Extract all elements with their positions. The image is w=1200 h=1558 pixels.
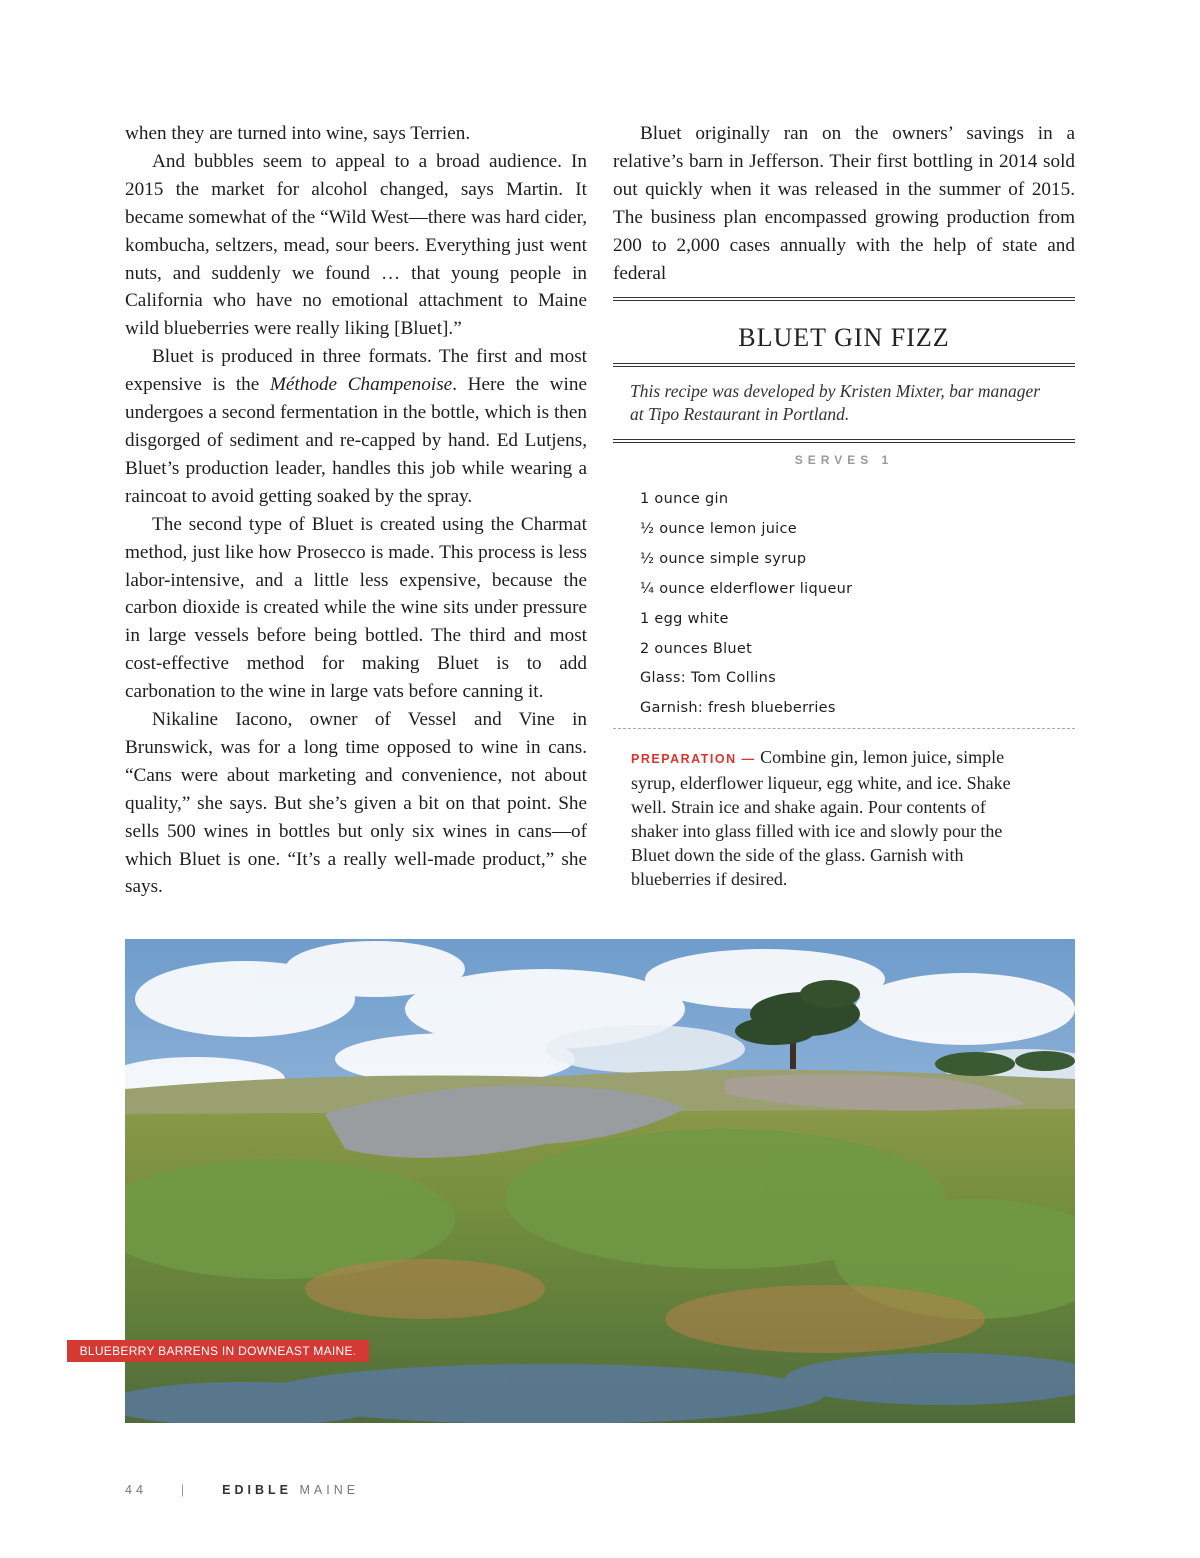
ingredient-item: Glass: Tom Collins	[640, 670, 776, 687]
recipe-preparation	[613, 729, 1075, 891]
ingredient-item: Garnish: fresh blueberries	[640, 700, 836, 717]
preparation-text: Combine gin, lemon juice, simple syrup, elderflower liqueur, egg white, and ice. Shake well. Strain ice and shake again. Pour contents of shaker into glass filled with ice and slowly pour the Bluet down the side of the glass. Garnish with blueberries if desired.	[631, 747, 1011, 890]
article-paragraph: The second type of Bluet is created using the Charmat method, just like how Prosecco is made. This process is less labor-intensive, and a little less expensive, because the carbon dioxide is created while the wine sits under pressure in large vessels before being bottled. The third and most cost-effective method for making Bluet is to add carbonation to the wine in large vats before canning it.	[125, 513, 587, 703]
preparation-label: PREPARATION —	[631, 752, 756, 767]
article-paragraph: And bubbles seem to appeal to a broad audience. In 2015 the market for alcohol changed, says Martin. It became somewhat of the “Wild West—there was hard cider, kombucha, seltzers, mead, sour beers. Everything just went nuts, and suddenly we found … that young people in California who have no emotional attachment to Maine wild blueberries were really liking [Bluet].”	[125, 150, 587, 340]
ingredient-item: ¼ ounce elderflower liqueur	[640, 580, 853, 597]
article-paragraph: Nikaline Iacono, owner of Vessel and Vine in Brunswick, was for a long time opposed to wine in cans. “Cans were about marketing and convenience, not about quality,” she says. But she’s given a bit on that point. She sells 500 wines in bottles but only six wines in cans—of which Bluet is one. “It’s a really well-made product,” she says.	[125, 709, 587, 898]
recipe-title: BLUET GIN FIZZ	[738, 323, 950, 352]
recipe-serves: SERVES 1	[794, 453, 894, 467]
ingredient-item: ½ ounce lemon juice	[640, 520, 798, 537]
recipe-box	[613, 297, 1075, 891]
ingredient-item: 2 ounces Bluet	[640, 640, 753, 657]
photo-caption: BLUEBERRY BARRENS IN DOWNEAST MAINE.	[67, 1340, 369, 1362]
ingredient-item: 1 ounce gin	[640, 491, 729, 507]
article-right-column	[613, 120, 1075, 287]
article-paragraph: when they are turned into wine, says Terrien.	[125, 123, 471, 144]
ingredient-item: 1 egg white	[640, 610, 729, 627]
brand-name-light: MAINE	[299, 1483, 360, 1497]
article-paragraph: Bluet originally ran on the owners’ savings in a relative’s barn in Jefferson. Their first bottling in 2014 sold out quickly when it was released in the summer of 2015. The business plan encompassed growing production from 200 to 2,000 cases annually with the help of state and federal	[613, 123, 1075, 284]
article-left-column	[125, 120, 587, 901]
ingredient-item: ½ ounce simple syrup	[640, 550, 807, 567]
page-footer	[125, 1483, 359, 1497]
article-paragraph: Bluet is produced in three formats. The first and most expensive is the Méthode Champenoise. Here the wine undergoes a second fermentation in the bottle, which is then disgorged of sediment and re-capped by hand. Ed Lutjens, Bluet’s production leader, handles this job while wearing a raincoat to avoid getting soaked by the spray.	[125, 346, 587, 507]
page-number: 44	[125, 1483, 147, 1497]
ingredient-list	[613, 476, 1075, 724]
brand-name-bold: EDIBLE	[222, 1483, 292, 1497]
recipe-intro: This recipe was developed by Kristen Mixter, bar manager at Tipo Restaurant in Portland.	[630, 381, 1041, 424]
footer-separator: |	[180, 1483, 189, 1497]
